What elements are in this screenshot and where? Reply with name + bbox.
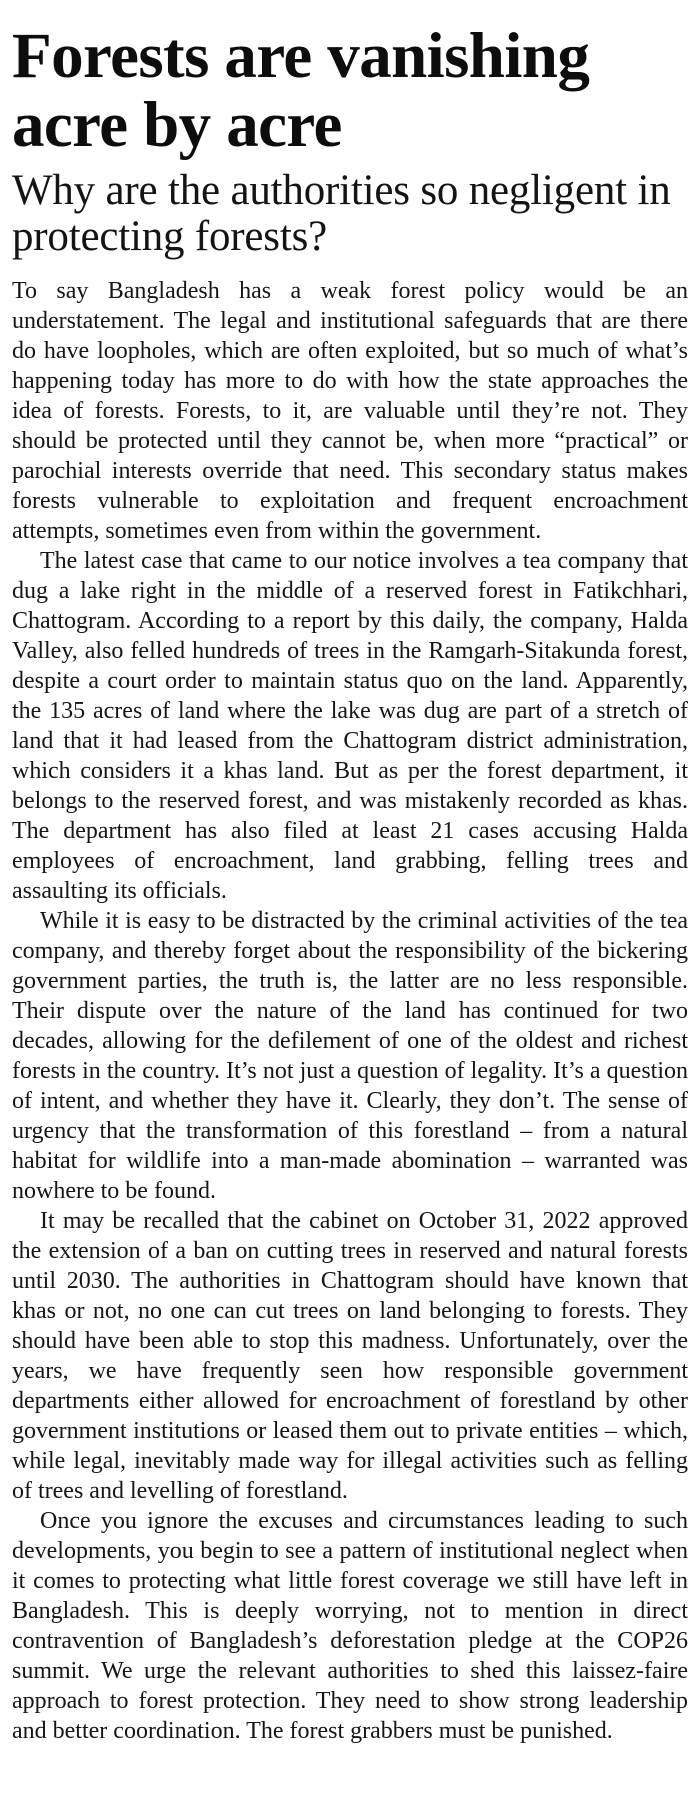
body-paragraph: Once you ignore the excuses and circumstances leading to such developments, you begin to see a pattern of institutional neglect when it comes to protecting what little forest coverage we still have left in Bangladesh. This is deeply worrying, not to mention in direct contravention of Bangladesh’s deforestation pledge at the COP26 summit. We urge the relevant authorities to shed this laissez-faire approach to forest protection. They need to show strong leadership and better coordination. The forest grabbers must be punished. [12, 1508, 688, 1744]
subheadline: Why are the authorities so negligent in protecting forests? [12, 167, 671, 260]
body-paragraph: It may be recalled that the cabinet on October 31, 2022 approved the extension of a ban on cutting trees in reserved and natural forests until 2030. The authorities in Chattogram should have known that khas or not, no one can cut trees on land belonging to forests. They should have been able to stop this madness. Unfortunately, over the years, we have frequently seen how responsible government departments either allowed for encroachment of forestland by other government institutions or leased them out to private entities – which, while legal, inevitably made way for illegal activities such as felling of trees and levelling of forestland. [12, 1208, 688, 1504]
body-paragraph: To say Bangladesh has a weak forest policy would be an understatement. The legal and institutional safeguards that are there do have loopholes, which are often exploited, but so much of what’s happening today has more to do with how the state approaches the idea of forests. Forests, to it, are valuable until they’re not. They should be protected until they cannot be, when more “practical” or parochial interests override that need. This secondary status makes forests vulnerable to exploitation and frequent encroachment attempts, sometimes even from within the government. [12, 278, 688, 544]
article-body [12, 276, 688, 1746]
headline: Forests are vanishing acre by acre [12, 20, 590, 161]
body-paragraph: The latest case that came to our notice involves a tea company that dug a lake right in the middle of a reserved forest in Fatikchhari, Chattogram. According to a report by this daily, the company, Halda Valley, also felled hundreds of trees in the Ramgarh-Sitakunda forest, despite a court order to maintain status quo on the land. Apparently, the 135 acres of land where the lake was dug are part of a stretch of land that it had leased from the Chattogram district administration, which considers it a khas land. But as per the forest department, it belongs to the reserved forest, and was mistakenly recorded as khas. The department has also filed at least 21 cases accusing Halda employees of encroachment, land grabbing, felling trees and assaulting its officials. [12, 548, 688, 904]
body-paragraph: While it is easy to be distracted by the criminal activities of the tea company, and thereby forget about the responsibility of the bickering government parties, the truth is, the latter are no less responsible. Their dispute over the nature of the land has continued for two decades, allowing for the defilement of one of the oldest and richest forests in the country. It’s not just a question of legality. It’s a question of intent, and whether they have it. Clearly, they don’t. The sense of urgency that the transformation of this forestland – from a natural habitat for wildlife into a man-made abomination – warranted was nowhere to be found. [12, 908, 688, 1204]
